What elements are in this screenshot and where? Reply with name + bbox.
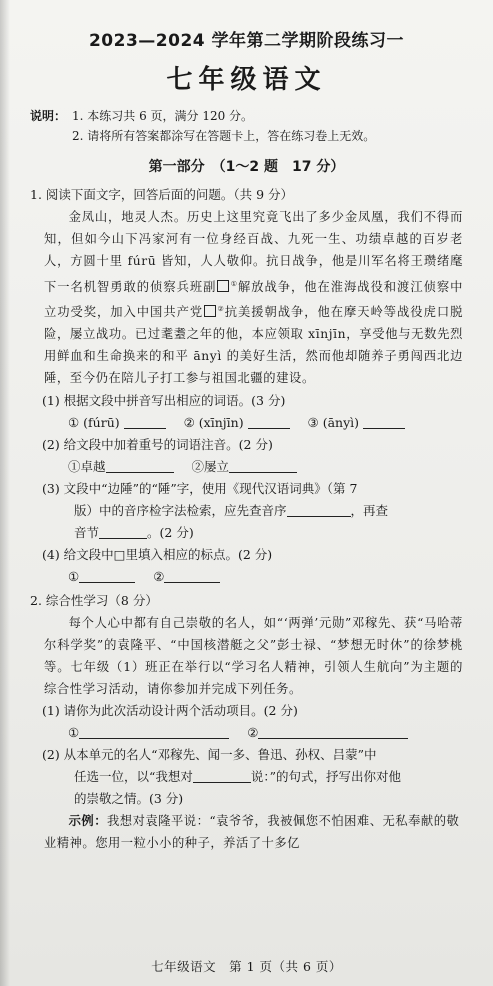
answer-blank[interactable] xyxy=(99,525,147,539)
question-1-4: (4) 给文段中□里填入相应的标点。(2 分) xyxy=(42,546,273,562)
question-2-2-line-2 xyxy=(42,766,463,788)
emphasized-word-zhuoyue: 卓越 xyxy=(382,232,410,247)
answer-blank[interactable] xyxy=(79,725,229,739)
question-1-3 xyxy=(30,478,463,544)
instruction-line-1: 1. 本练习共 6 页，满分 120 分。 xyxy=(72,109,254,123)
answer-label: ③ (ānyì) xyxy=(307,414,360,430)
question-1-passage xyxy=(30,206,463,390)
answer-blank[interactable] xyxy=(164,569,220,583)
answer-blank[interactable] xyxy=(248,415,290,429)
question-1-2: (2) 给文段中加着重号的词语注音。(2 分) xyxy=(42,436,273,452)
answer-blank[interactable] xyxy=(258,725,408,739)
passage-text: 解放战争，他在淮海战役和渡江侦察中立功受奖，加入中国共产党 xyxy=(44,279,463,319)
subject-title: 七年级语文 xyxy=(166,65,327,95)
example-answer xyxy=(30,810,463,854)
question-2-2 xyxy=(30,744,463,810)
question-2-2-line-1: (2) 从本单元的名人“邓稼先、闻一多、鲁迅、孙权、吕蒙”中 xyxy=(42,747,377,763)
question-2-heading: 2. 综合性学习（8 分） xyxy=(30,592,158,608)
box-mark-2: ② xyxy=(217,304,225,313)
answer-label: ① xyxy=(68,568,80,584)
question-1-1-answers xyxy=(30,412,463,434)
page-footer: 七年级语文 第 1 页（共 6 页） xyxy=(151,959,342,974)
question-text: 任选一位，以“我想对 xyxy=(74,769,193,785)
question-1-4-answers xyxy=(30,566,463,588)
passage-text: 的百岁老人，方圆十里 fúrū 皆知，人人敬仰。抗日战争，他是川军名将王瓒绪麾下一名机智勇敢的侦察兵班副 xyxy=(44,232,463,294)
passage-text: 金凤山，地灵人杰。历史上这里究竟飞出了多少金凤凰，我们不得而知，但如今山下冯家河有一位身经百战、九死一生、功绩 xyxy=(44,210,463,247)
exam-title: 2023—2024 学年第二学期阶段练习一 xyxy=(88,31,405,51)
instructions-label: 说明： xyxy=(30,109,67,123)
question-1-heading: 1. 阅读下面文字，回答后面的问题。（共 9 分） xyxy=(30,187,294,202)
section-title: 第一部分 （1～2 题 17 分） xyxy=(148,159,345,175)
instruction-line-2: 2. 请将所有答案都涂写在答题卡上，答在练习卷上无效。 xyxy=(72,129,376,143)
example-text: 我想对袁隆平说：“袁爷爷，我被佩您不怕困难、无私奉献的敬业精神。您用一粒小小的种子，养活了十多亿 xyxy=(44,814,460,851)
answer-blank[interactable] xyxy=(79,569,135,583)
example-label: 示例： xyxy=(68,813,107,829)
emphasized-word-lv: 屡 xyxy=(69,327,83,342)
answer-label: ① xyxy=(68,725,80,741)
answer-blank[interactable] xyxy=(363,415,405,429)
answer-blank[interactable] xyxy=(193,769,251,783)
question-1-1: (1) 根据文段中拼音写出相应的词语。(3 分) xyxy=(42,392,286,408)
question-2-1-answers xyxy=(30,722,463,744)
question-1-3-line-1: (3) 文段中“边陲”的“陲”字，使用《现代汉语词典》（第 7 xyxy=(42,480,358,496)
question-2-1: (1) 请你为此次活动设计两个活动项目。(2 分) xyxy=(42,703,298,719)
answer-label: ② (xīnjīn) xyxy=(183,414,244,430)
passage-text: 立战功。已过耄耋之年的他，本应领取 xīnjīn，享受他与无数先烈用鲜血和生命换来的和平 ānyì 的美好生活，然而他却随养子勇闯西北边陲，至今仍在陪儿子打工参与祖国北疆的建设。 xyxy=(44,327,464,386)
answer-label: ① (fúrū) xyxy=(68,414,120,430)
question-1-3-line-3 xyxy=(42,522,463,544)
punctuation-box-2 xyxy=(204,305,216,317)
instructions xyxy=(30,106,463,146)
question-text: 音节 xyxy=(74,524,100,540)
question-1-3-line-2 xyxy=(42,500,463,522)
question-text: 。(2 分) xyxy=(147,524,194,540)
question-1-2-answers xyxy=(30,456,463,478)
answer-label: ② xyxy=(247,725,259,741)
punctuation-box-1 xyxy=(217,280,229,292)
box-mark-1: ① xyxy=(230,279,238,288)
answer-label: ②屡立 xyxy=(191,458,230,474)
question-2-passage: 每个人心中都有自己崇敬的名人，如“‘两弹’元勋”邓稼先、获“马哈蒂尔科学奖”的袁隆平、“中国核潜艇之父”彭士禄、“梦想无时休”的徐梦桃等。七年级（1）班正在举行以“学习名人精神，引领人生航向”为主题的综合性学习活动，请你参加并完成下列任务。 xyxy=(44,615,463,697)
answer-label: ② xyxy=(153,568,165,584)
question-text: 说：”的句式，抒写出你对他 xyxy=(250,769,402,785)
question-text: 版）中的音序检字法检索，应先查音序 xyxy=(74,502,287,518)
answer-blank[interactable] xyxy=(106,459,174,473)
answer-blank[interactable] xyxy=(124,415,166,429)
question-2-2-line-3: 的崇敬之情。(3 分) xyxy=(74,791,184,807)
passage-text: 抗美援朝战争，他在摩天岭等战役虎口脱险， xyxy=(44,304,463,342)
answer-blank[interactable] xyxy=(287,503,351,517)
answer-blank[interactable] xyxy=(229,459,297,473)
answer-label: ①卓越 xyxy=(68,458,106,474)
question-text: ，再查 xyxy=(350,502,389,518)
